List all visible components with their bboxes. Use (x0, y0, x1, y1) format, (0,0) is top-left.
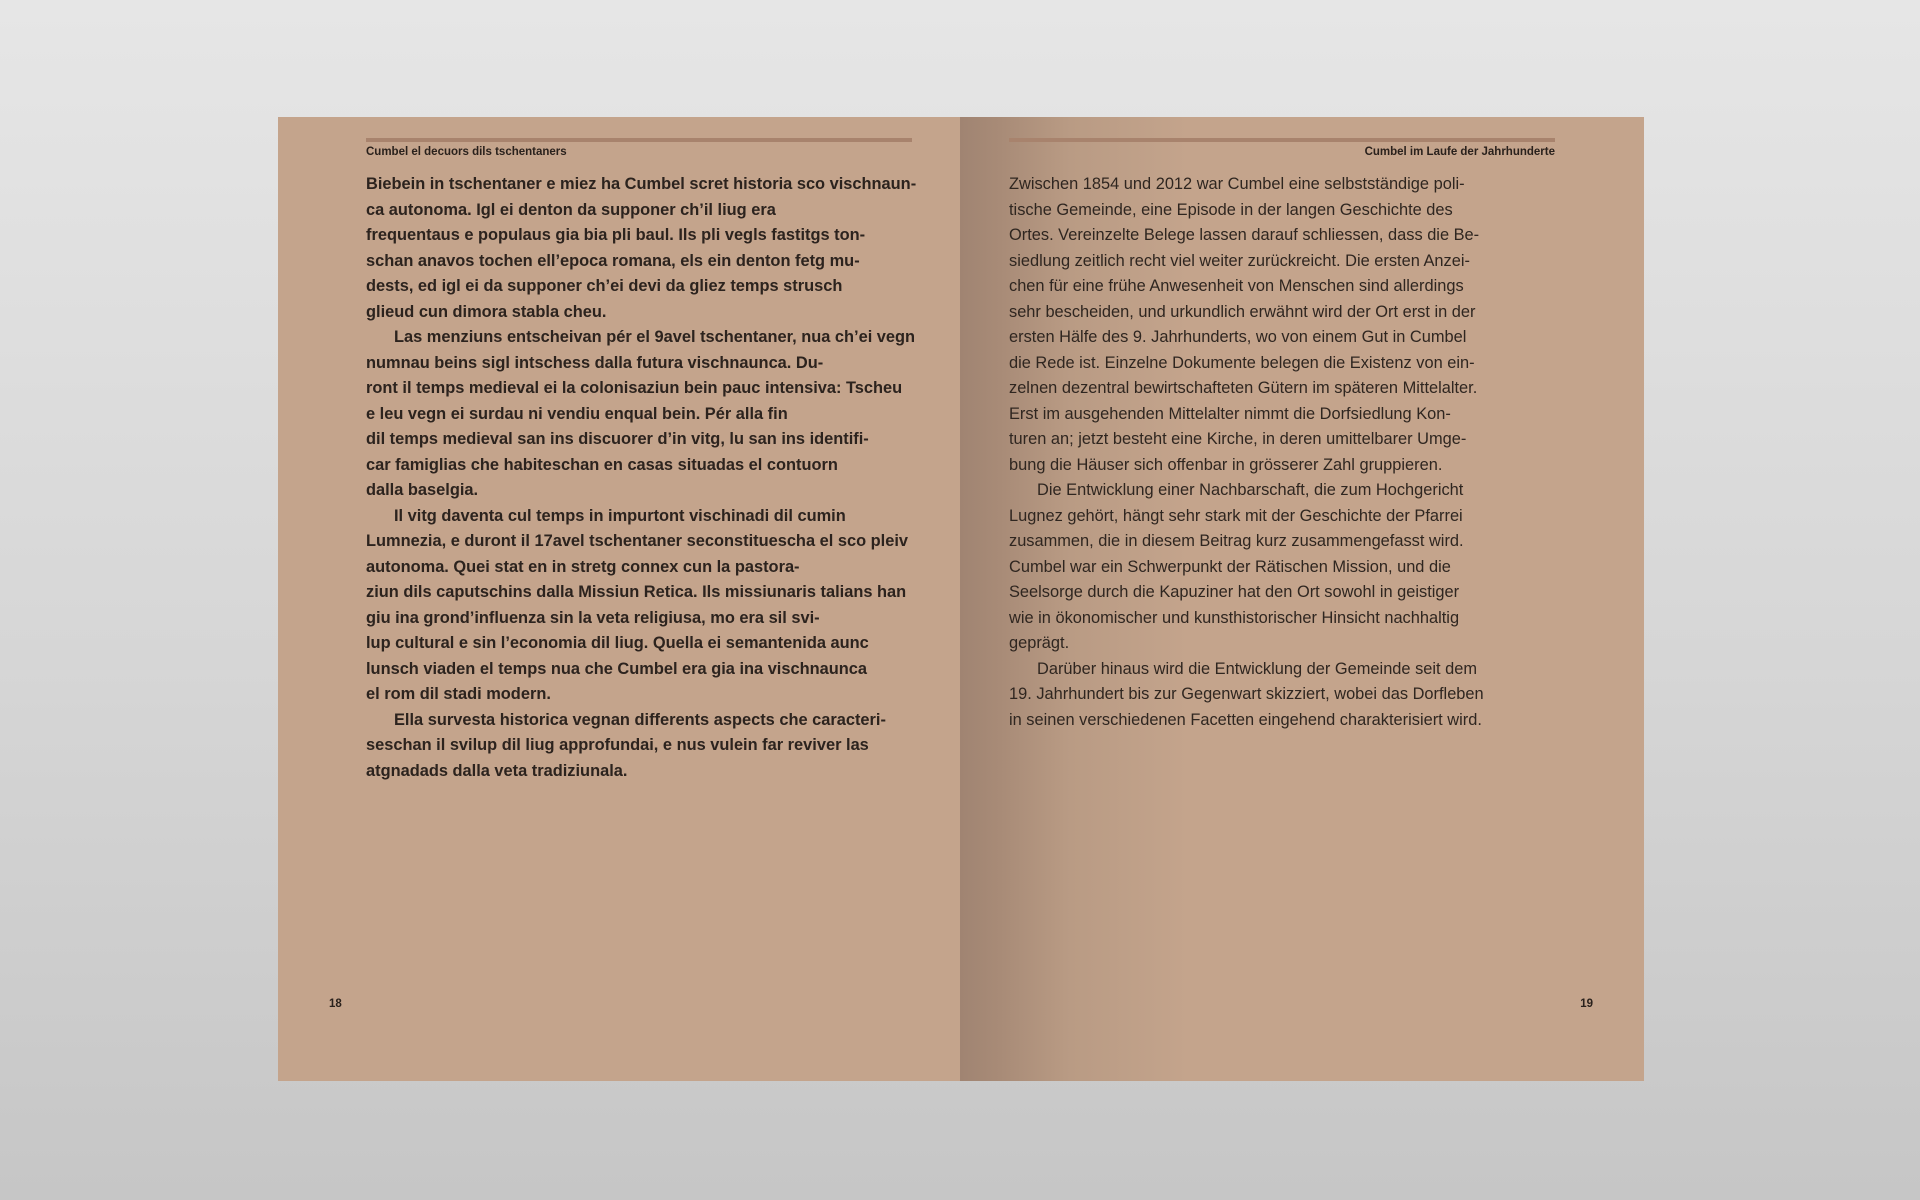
text-line: Lugnez gehört, hängt sehr stark mit der Geschichte der Pfarrei (1009, 506, 1463, 525)
text-line: seschan il svilup dil liug approfundai, e nus vulein far reviver las (366, 736, 869, 754)
book-spread (278, 117, 1644, 1081)
text-line: giu ina grond’influenza sin la veta religiusa, mo era sil svi- (366, 608, 820, 627)
text-line: autonoma. Quei stat en in stretg connex cun la pastora- (366, 557, 800, 576)
text-line: dests, ed igl ei da supponer ch’ei devi da gliez temps strusch (366, 277, 843, 295)
text-line: Die Entwicklung einer Nachbarschaft, die zum Hochgericht (1037, 481, 1464, 499)
text-line: Ella survesta historica vegnan differents aspects che caracteri- (394, 710, 886, 729)
text-line: ziun dils caputschins dalla Missiun Retica. Ils missiunaris talians han (366, 583, 907, 601)
left-page (278, 117, 960, 1081)
text-line: dalla baselgia. (366, 481, 479, 499)
text-line: bung die Häuser sich offenbar in grösserer Zahl gruppieren. (1009, 455, 1443, 474)
header-rule (366, 138, 912, 142)
text-line: Las menziuns entscheivan pér el 9avel tschentaner, nua ch’ei vegn (394, 328, 916, 346)
text-line: ersten Hälfe des 9. Jahrhunderts, wo von einem Gut in Cumbel (1009, 328, 1467, 346)
text-line: Erst im ausgehenden Mittelalter nimmt die Dorfsiedlung Kon- (1009, 404, 1451, 423)
text-line: Seelsorge durch die Kapuziner hat den Ort sowohl in geistiger (1009, 583, 1460, 601)
text-line: ront il temps medieval ei la colonisaziun bein pauc intensiva: Tscheu (366, 379, 903, 397)
text-line: Lumnezia, e duront il 17avel tschentaner seconstituescha el sco pleiv (366, 532, 908, 550)
text-line: Cumbel war ein Schwerpunkt der Rätischen Mission, und die (1009, 557, 1451, 576)
text-line: Il vitg daventa cul temps in impurtont vischinadi dil cumin (394, 506, 846, 525)
text-line: el rom dil stadi modern. (366, 685, 551, 703)
text-line: siedlung zeitlich recht viel weiter zurückreicht. Die ersten Anzei- (1009, 251, 1470, 270)
text-line: e leu vegn ei surdau ni vendiu enqual bein. Pér alla fin (366, 404, 788, 423)
text-line: turen an; jetzt besteht eine Kirche, in deren umittelbarer Umge- (1009, 430, 1467, 448)
text-line: zelnen dezentral bewirtschafteten Gütern im späteren Mittelalter. (1009, 379, 1478, 397)
text-line: Biebein in tschentaner e miez ha Cumbel scret historia sco vischnaun- (366, 175, 917, 193)
text-line: lup cultural e sin l’economia dil liug. Quella ei semantenida aunc (366, 634, 869, 652)
text-line: Ortes. Vereinzelte Belege lassen darauf schliessen, dass die Be- (1009, 226, 1480, 244)
text-line: geprägt. (1009, 634, 1070, 652)
text-line: tische Gemeinde, eine Episode in der langen Geschichte des (1009, 200, 1453, 219)
text-line: glieud cun dimora stabla cheu. (366, 302, 607, 321)
text-line: Darüber hinaus wird die Entwicklung der Gemeinde seit dem (1037, 659, 1478, 678)
text-line: die Rede ist. Einzelne Dokumente belegen die Existenz von ein- (1009, 353, 1475, 372)
text-line: atgnadads dalla veta tradiziunala. (366, 761, 628, 780)
text-line: Zwischen 1854 und 2012 war Cumbel eine selbstständige poli- (1009, 175, 1465, 193)
page-number: 19 (1580, 998, 1593, 1010)
right-page (960, 117, 1644, 1081)
text-line: dil temps medieval san ins discuorer d’in vitg, lu san ins identifi- (366, 430, 869, 448)
text-line: numnau beins sigl intschess dalla futura vischnaunca. Du- (366, 353, 824, 372)
text-line: 19. Jahrhundert bis zur Gegenwart skizziert, wobei das Dorfleben (1009, 685, 1484, 703)
text-line: lunsch viaden el temps nua che Cumbel era gia ina vischnaunca (366, 659, 867, 678)
text-line: sehr bescheiden, und urkundlich erwähnt wird der Ort erst in der (1009, 302, 1476, 321)
running-head: Cumbel el decuors dils tschentaners (366, 146, 567, 158)
text-line: schan anavos tochen ell’epoca romana, els ein denton fetg mu- (366, 251, 860, 270)
text-line: wie in ökonomischer und kunsthistorischer Hinsicht nachhaltig (1009, 608, 1460, 627)
header-rule (1009, 138, 1555, 142)
running-head: Cumbel im Laufe der Jahrhunderte (1364, 146, 1555, 158)
body-text (366, 172, 917, 784)
page-number: 18 (329, 998, 342, 1010)
text-line: zusammen, die in diesem Beitrag kurz zusammengefasst wird. (1009, 532, 1464, 550)
text-line: car famiglias che habiteschan en casas situadas el contuorn (366, 455, 838, 474)
body-text (1009, 172, 1557, 733)
text-line: ca autonoma. Igl ei denton da supponer ch’il liug era (366, 200, 776, 219)
text-line: frequentaus e populaus gia bia pli baul. Ils pli vegls fastitgs ton- (366, 226, 866, 244)
text-line: in seinen verschiedenen Facetten eingehend charakterisiert wird. (1009, 710, 1482, 729)
text-line: chen für eine frühe Anwesenheit von Menschen sind allerdings (1009, 277, 1464, 295)
